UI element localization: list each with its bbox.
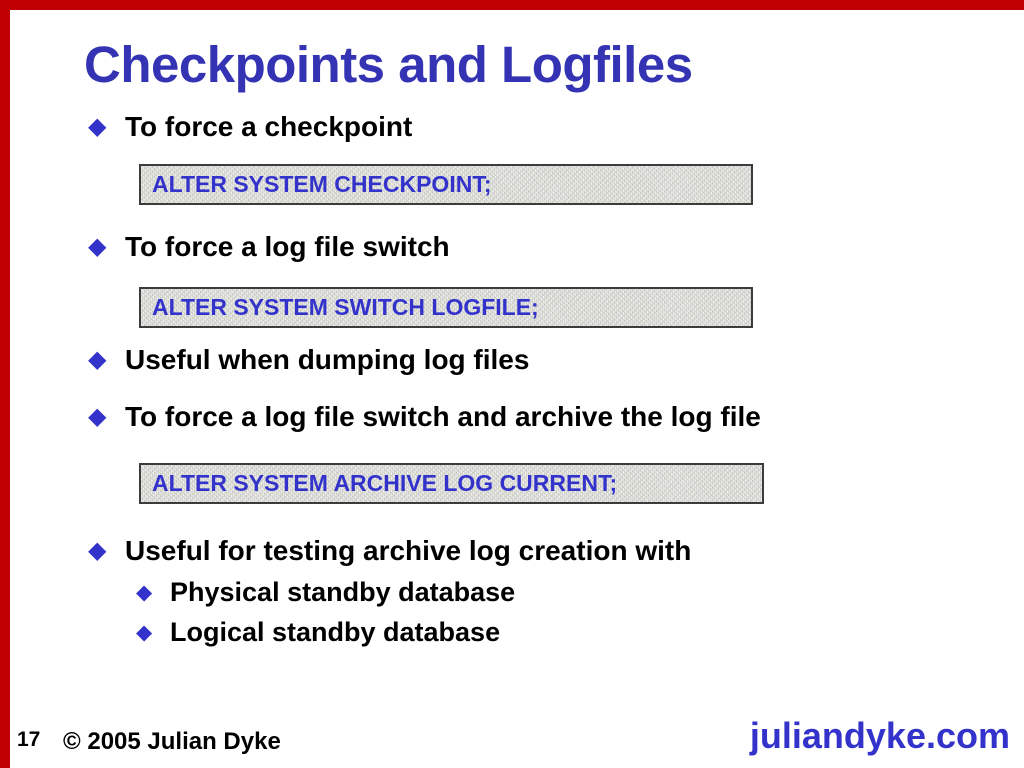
website-text: juliandyke.com <box>749 715 1010 756</box>
code-text: ALTER SYSTEM SWITCH LOGFILE; <box>152 294 539 320</box>
bullet-label: Physical standby database <box>170 577 516 607</box>
code-box <box>139 463 764 504</box>
diamond-bullet-icon: ◆ <box>88 233 107 260</box>
bullet-item <box>88 537 691 565</box>
bullet-label: Useful when dumping log files <box>125 344 530 375</box>
diamond-bullet-icon: ◆ <box>88 113 107 140</box>
diamond-bullet-icon: ◆ <box>136 621 153 644</box>
code-text: ALTER SYSTEM ARCHIVE LOG CURRENT; <box>152 470 618 496</box>
bullet-item <box>88 113 412 141</box>
bullet-item <box>88 403 761 431</box>
slide-border-top <box>0 0 1024 10</box>
code-box <box>139 164 753 205</box>
bullet-label: To force a log file switch and archive the log file <box>125 401 761 432</box>
diamond-bullet-icon: ◆ <box>88 537 107 564</box>
page-number: 17 <box>17 728 41 751</box>
code-box <box>139 287 753 328</box>
slide-title: Checkpoints and Logfiles <box>84 36 693 93</box>
bullet-label: Useful for testing archive log creation with <box>125 535 692 566</box>
slide-border-left <box>0 0 10 768</box>
sub-bullet-item <box>136 619 500 646</box>
bullet-label: Logical standby database <box>170 617 501 647</box>
diamond-bullet-icon: ◆ <box>136 581 153 604</box>
bullet-item <box>88 233 450 261</box>
sub-bullet-item <box>136 579 515 606</box>
code-text: ALTER SYSTEM CHECKPOINT; <box>152 171 492 197</box>
bullet-label: To force a checkpoint <box>125 111 413 142</box>
diamond-bullet-icon: ◆ <box>88 403 107 430</box>
diamond-bullet-icon: ◆ <box>88 346 107 373</box>
bullet-label: To force a log file switch <box>125 231 450 262</box>
copyright-text: © 2005 Julian Dyke <box>63 728 281 755</box>
bullet-item <box>88 346 529 374</box>
